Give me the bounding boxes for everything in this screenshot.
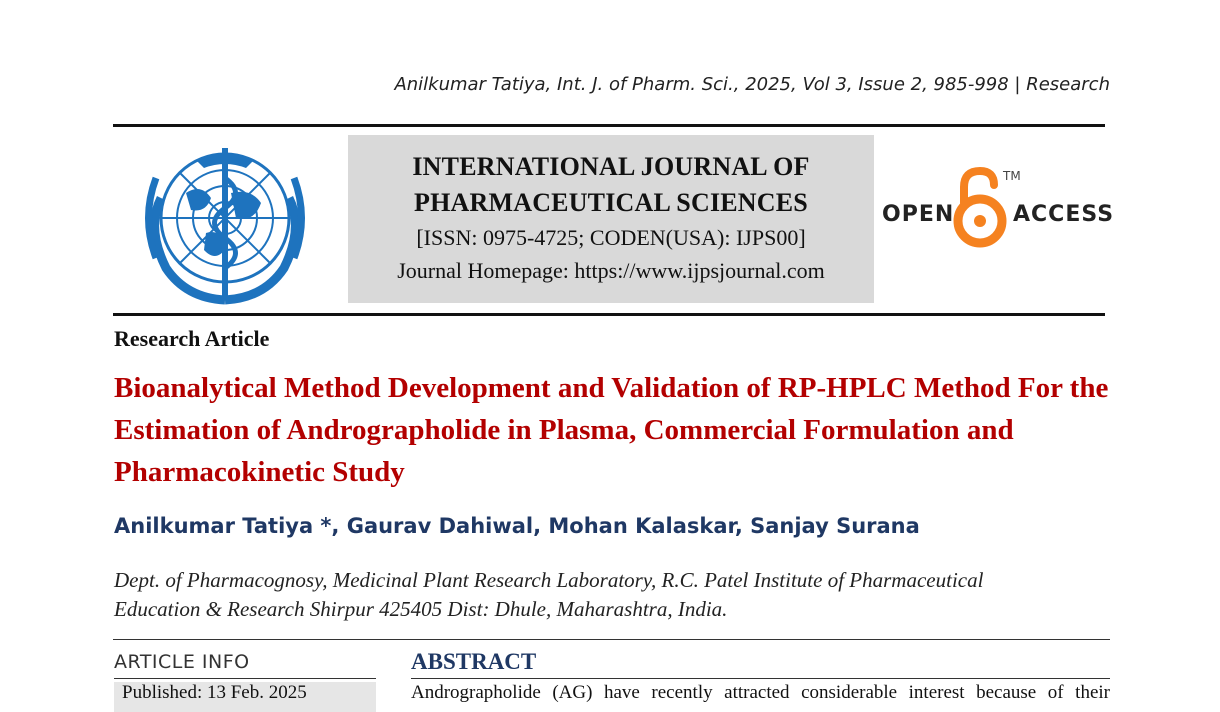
- journal-name-line1: INTERNATIONAL JOURNAL OF: [412, 152, 810, 181]
- article-info-heading: ARTICLE INFO: [114, 651, 250, 673]
- journal-name-line2: PHARMACEUTICAL SCIENCES: [414, 188, 808, 217]
- abstract-heading: ABSTRACT: [411, 649, 537, 674]
- article-type: Research Article: [114, 326, 270, 351]
- header-top-rule: [113, 124, 1105, 127]
- open-access-open-label: OPEN: [882, 202, 955, 227]
- open-access-lock-icon: [952, 165, 1008, 251]
- article-title: Bioanalytical Method Development and Validation of RP-HPLC Method For the Estimation of Andrographolide in Plasma, Commercial Formulation and Pharmacokinetic Study: [114, 372, 1109, 488]
- open-access-badge: [880, 165, 1115, 255]
- header-bottom-rule: [113, 313, 1105, 316]
- journal-homepage[interactable]: Journal Homepage: https://www.ijpsjournal.com: [397, 258, 825, 283]
- author-affiliation: Dept. of Pharmacognosy, Medicinal Plant Research Laboratory, R.C. Patel Institute of Pharmaceutical Education & Research Shirpur 425405 Dist: Dhule, Maharashtra, India.: [114, 568, 984, 621]
- journal-title-box: [348, 135, 874, 303]
- open-access-tm: TM: [1003, 169, 1021, 183]
- open-access-access-label: ACCESS: [1013, 202, 1115, 227]
- abstract-rule: [411, 678, 1110, 679]
- abstract-text: Andrographolide (AG) have recently attracted considerable interest because of their: [411, 682, 1110, 703]
- running-header-citation: Anilkumar Tatiya, Int. J. of Pharm. Sci., 2025, Vol 3, Issue 2, 985-998 | Research: [394, 74, 1110, 95]
- article-info-rule: [114, 678, 376, 679]
- author-list: Anilkumar Tatiya *, Gaurav Dahiwal, Mohan Kalaskar, Sanjay Surana: [114, 514, 920, 538]
- journal-emblem-logo: [126, 138, 324, 306]
- journal-issn: [ISSN: 0975-4725; CODEN(USA): IJPS00]: [416, 225, 806, 250]
- published-date: Published: 13 Feb. 2025: [114, 682, 376, 712]
- section-divider: [113, 639, 1110, 640]
